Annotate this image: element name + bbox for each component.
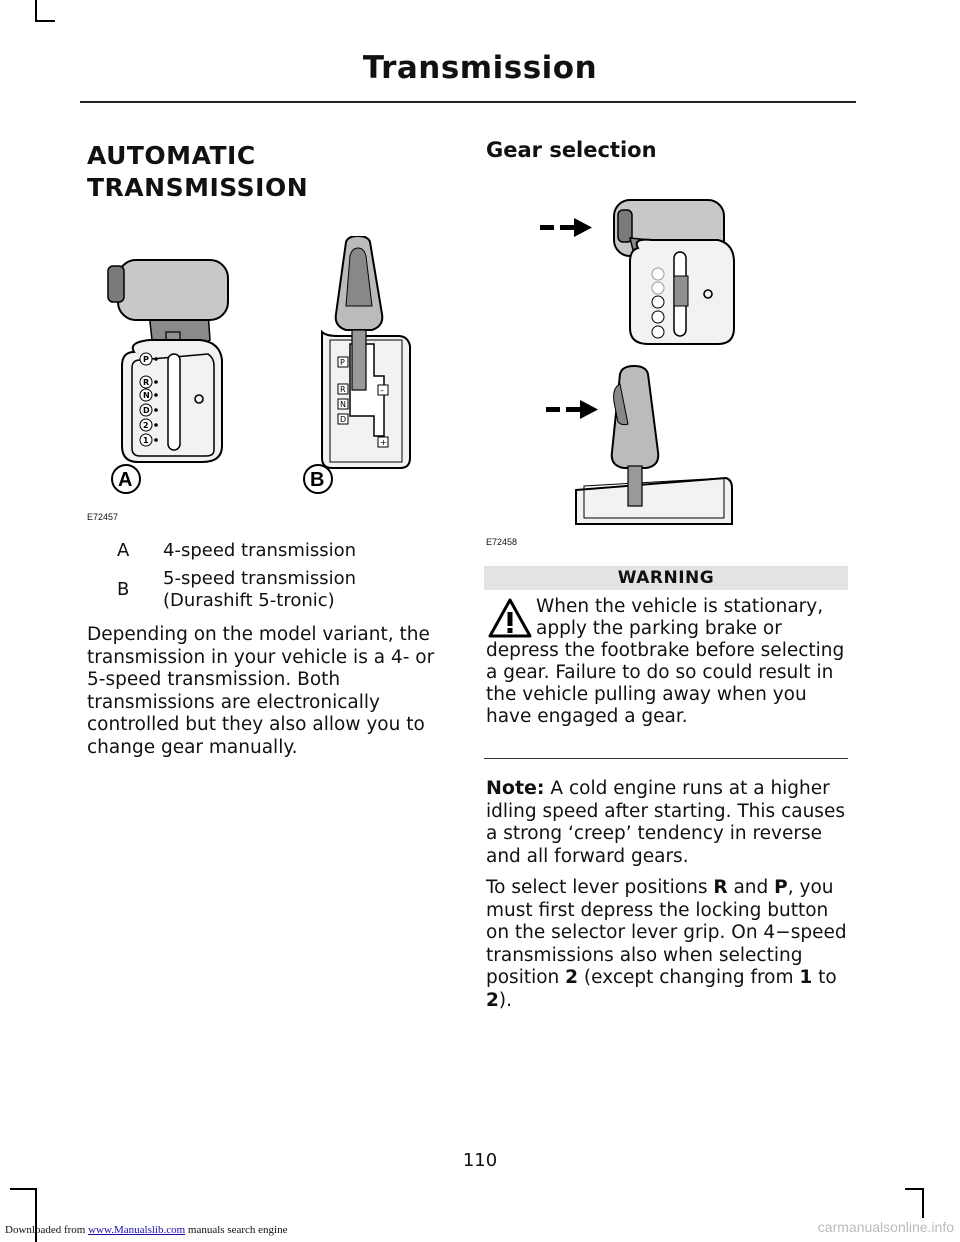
footer-watermark: carmanualsonline.info [817,1219,954,1235]
figure-code: E72458 [486,537,518,547]
instruction-text: , you must first depress the locking button on the selector lever grip. On 4−speed transmissions also when selecting position [486,877,847,988]
warning-title: WARNING [484,566,848,590]
section-heading-line1: AUTOMATIC [87,141,256,170]
legend-value [163,568,457,612]
selector-b [304,236,410,493]
instruction-text: and [727,877,775,898]
gate-b-label: + [380,438,387,447]
crop-mark [10,1188,37,1190]
page-title: Transmission [362,50,598,86]
section-heading [87,140,308,204]
instruction-text: To select lever positions [486,877,714,898]
gear-selection-figure [540,188,740,528]
footer-prefix: Downloaded from [5,1224,89,1236]
warning-box [486,596,848,728]
header-divider [80,101,856,103]
warning-divider [484,758,848,759]
gate-b-label: – [380,386,384,395]
crop-mark [922,1188,924,1218]
figure-legend [87,540,457,618]
legend-value-line: 5-speed transmission [163,568,357,589]
instruction-bold: P [774,877,788,898]
legend-value-line: (Durashift 5-tronic) [163,590,335,611]
legend-key: A [117,540,130,561]
gear-selection-heading: Gear selection [486,138,657,162]
crop-mark [35,0,37,22]
label-b: B [310,469,325,491]
gate-b-label: R [340,385,346,394]
legend-key: B [117,579,130,600]
label-a: A [118,469,133,491]
section-heading-line2: TRANSMISSION [87,173,309,202]
gate-b-label: D [340,415,347,424]
arrow-icon [546,400,598,419]
warning-text: When the vehicle is stationary, apply the parking brake or depress the footbrake before selecting a gear. Failure to do so could result in the vehicle pulling away when you have engaged a gear. [486,596,845,727]
gate-a-label: 2 [143,421,149,430]
instruction-bold: 2 [486,989,499,1011]
page-number: 110 [462,1150,498,1171]
footer-link[interactable]: www.Manualslib.com [88,1224,186,1236]
note-label: Note: [486,777,545,799]
gate-a-label: N [143,391,150,400]
transmission-figure [88,236,468,498]
footer-suffix: manuals search engine [185,1224,288,1236]
legend-row [87,568,457,612]
instruction-bold: 1 [799,967,813,988]
instruction-text: to [812,967,837,988]
gate-a-label: P [143,355,149,364]
legend-row [87,540,457,562]
selector-a [108,260,228,493]
gate-b-label: P [340,358,345,367]
intro-paragraph: Depending on the model variant, the transmission in your vehicle is a 4- or 5-speed transmission. Both transmissions are electronically controlled but they also allow you to change gear manually. [87,624,435,758]
instruction-paragraph [486,877,852,1012]
gate-b-label: N [340,400,346,409]
instruction-bold: R [713,877,728,898]
note-paragraph [486,777,852,868]
footer-source [5,1224,287,1236]
note-text: A cold engine runs at a higher idling speed after starting. This causes a strong ‘creep’ tendency in reverse and all forward gears. [486,778,845,867]
legend-value: 4-speed transmission [163,540,357,561]
crop-mark [905,1188,924,1190]
instruction-text: (except changing from [578,967,800,988]
gate-a-label: R [143,378,150,387]
instruction-text: ). [498,989,512,1011]
crop-mark [35,20,55,22]
gate-a-label: D [143,406,150,415]
warning-icon [486,596,536,640]
figure-code: E72457 [87,512,119,522]
gate-a-label: 1 [143,436,149,445]
arrow-icon [540,218,592,237]
instruction-bold: 2 [565,967,579,988]
